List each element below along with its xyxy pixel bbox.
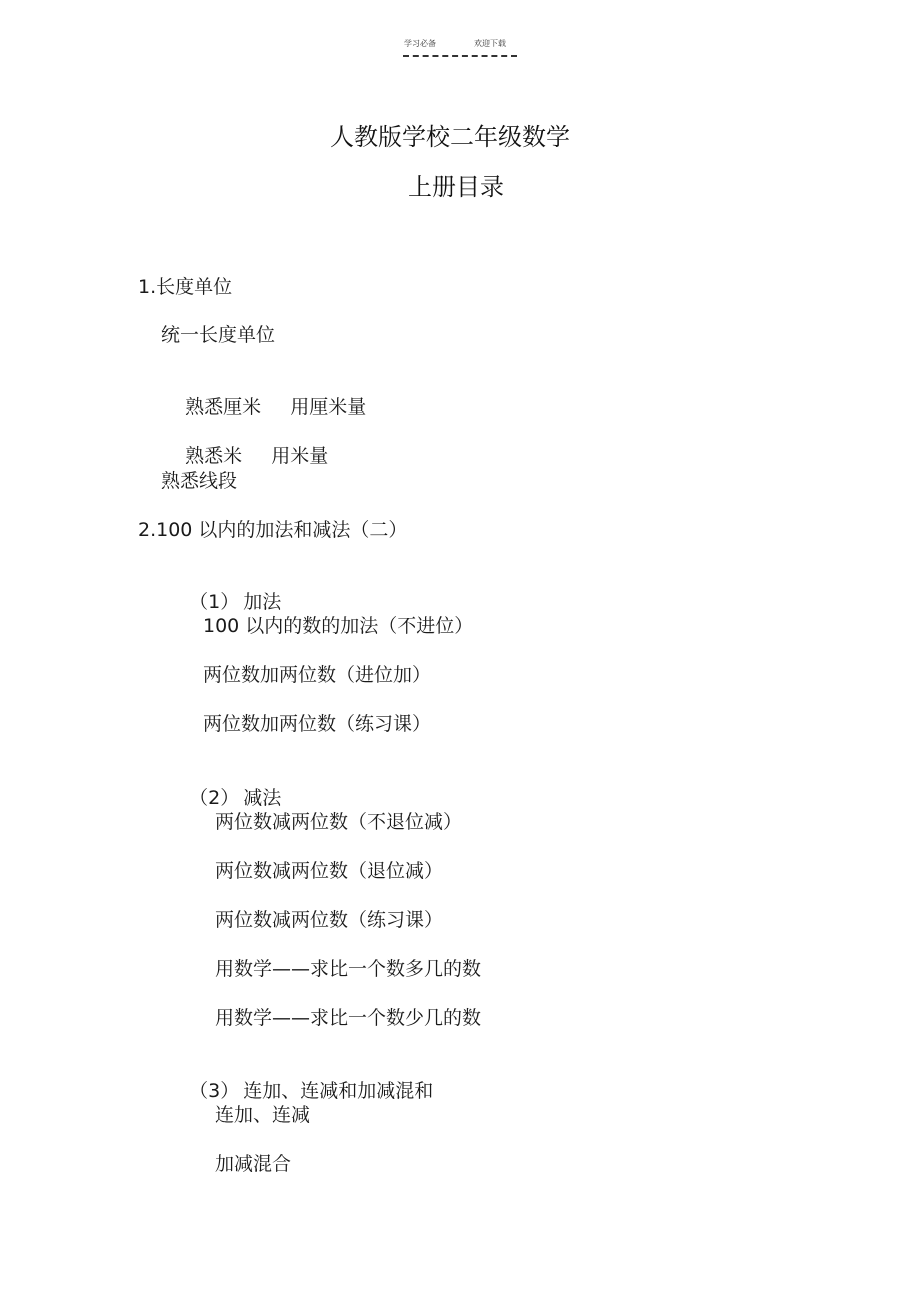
toc-item: 两位数减两位数（退位减）: [215, 860, 444, 882]
document-title: 人教版学校二年级数学: [330, 123, 570, 151]
toc-item-part: 熟悉米: [185, 445, 243, 467]
toc-item: 用数学——求比一个数多几的数: [215, 958, 482, 980]
toc-chapter-1: 1.长度单位: [138, 276, 233, 298]
toc-section-number: （2）: [189, 787, 240, 809]
toc-item: 加减混合: [215, 1153, 292, 1175]
toc-item: 用数学——求比一个数少几的数: [215, 1007, 482, 1029]
header-left-text: 学习必备: [404, 39, 436, 48]
toc-item: 统一长度单位: [161, 324, 276, 346]
toc-section-label: 减法: [243, 787, 282, 809]
toc-item-part: 用厘米量: [290, 396, 367, 418]
toc-item: 两位数加两位数（练习课）: [203, 713, 432, 735]
toc-item: 熟悉线段: [161, 470, 238, 492]
toc-item: 两位数减两位数（不退位减）: [215, 811, 463, 833]
toc-item: 100 以内的数的加法（不进位）: [203, 615, 474, 637]
toc-chapter-2: 2.100 以内的加法和减法（二）: [138, 519, 408, 541]
toc-section-label: 连加、连减和加减混和: [243, 1080, 434, 1102]
document-subtitle: 上册目录: [408, 173, 504, 201]
toc-section-number: （1）: [189, 591, 240, 613]
toc-item-part: 熟悉厘米: [185, 396, 262, 418]
toc-section-label: 加法: [243, 591, 282, 613]
toc-item: 连加、连减: [215, 1104, 311, 1126]
toc-item: 两位数加两位数（进位加）: [203, 664, 432, 686]
toc-item-part: 用米量: [271, 445, 329, 467]
toc-section-number: （3）: [189, 1080, 240, 1102]
toc-item: 两位数减两位数（练习课）: [215, 909, 444, 931]
header-right-text: 欢迎下载: [474, 39, 506, 48]
